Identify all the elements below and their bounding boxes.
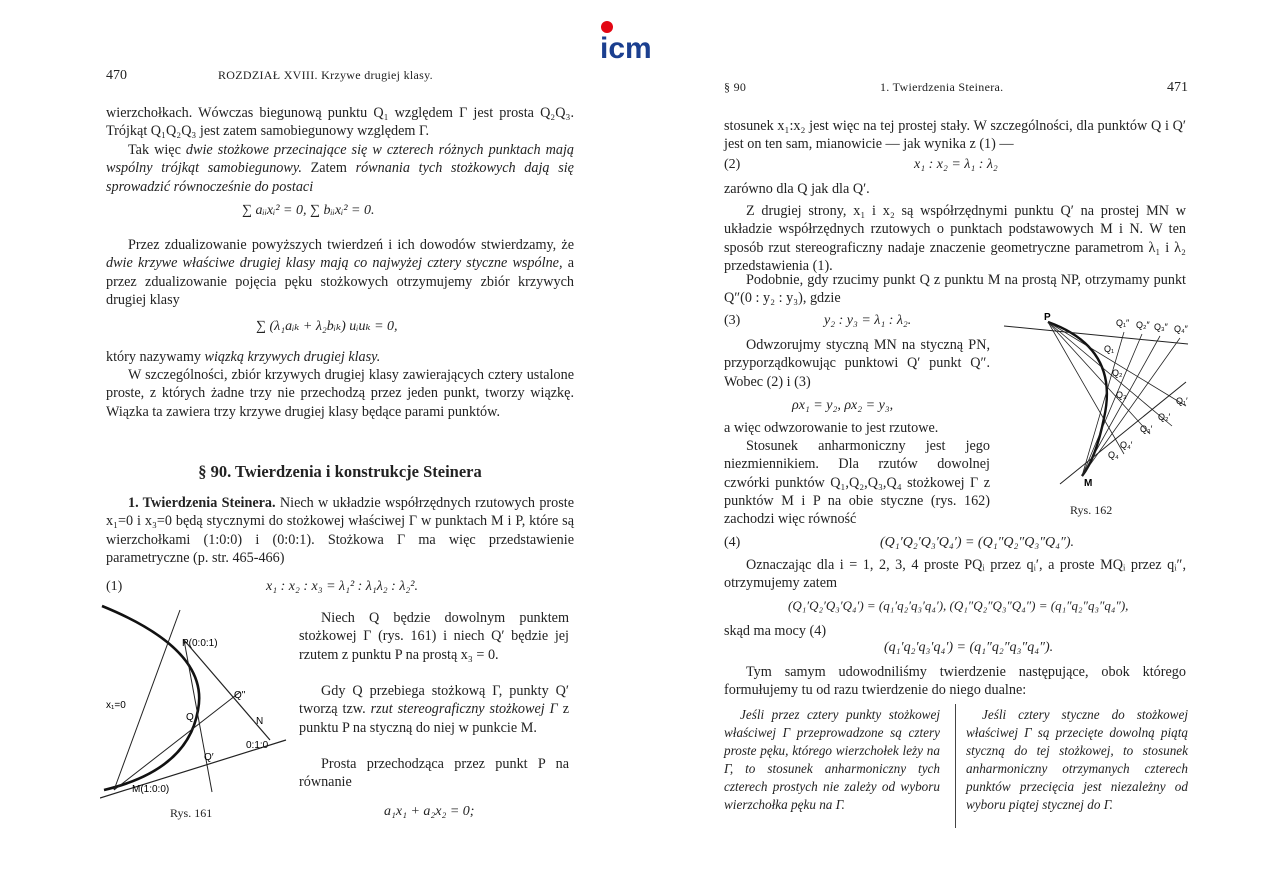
line-mq [114, 692, 240, 790]
left-p2a: Tak więc [128, 142, 186, 158]
left-p2 [106, 141, 574, 196]
left-header [106, 68, 576, 86]
right-p9: skąd ma mocy (4) [724, 623, 827, 639]
right-p10: Tym samym udowodniliśmy twierdzenie następujące, obok którego formułujemy tu od razu twierdzenie do niego dualne: [724, 664, 1186, 699]
conic-gamma [102, 606, 199, 790]
left-p6b: Niech w układzie współrzędnych rzutowych proste x₁=0 i x₃=0 będą stycznymi do stożkowej właściwej Γ w punktach M i P, które są wierzchołkami (1:0:0) i (0:0:1). Stożkowa Γ ma więc przedstawienie parametryczne (p. str. 465-466) [106, 495, 575, 566]
fig161-label-R: 0:1:0 [246, 740, 269, 751]
left-p2b: dwie stożkowe przecinające się w czterech różnych punktach mają wspólny trójkąt samobiegunowy. [106, 142, 574, 177]
right-p7: Stosunek anharmoniczny jest jego niezmiennikiem. Dla rzutów dowolnej czwórki punktów Q₁,Q₂,Q₃,Q₄ stożkowej Γ z punktów M i P na obie styczne (rys. 162) zachodzi więc równość [724, 438, 990, 528]
left-eq4: a₁x₁ + a₂x₂ = 0; [384, 804, 475, 819]
left-p8a: Gdy Q przebiega stożkową Γ, punkty Q′ tworzą tzw. [299, 683, 569, 718]
fig161-label-Q: Q [186, 712, 194, 723]
right-header-section: § 90 [724, 80, 747, 94]
fig162-label-P: P [1044, 312, 1051, 323]
left-eq2: ∑ (λ₁aᵢₖ + λ₂bᵢₖ) uᵢuₖ = 0, [256, 319, 398, 334]
logo-text: icm [600, 32, 652, 64]
left-p1: wierzchołkach. Wówczas biegunową punktu Q₁ względem Γ jest prosta Q₂Q₃. Trójkąt Q₁Q₂Q₃ jest zatem samobiegunowy względem Γ. [106, 105, 574, 140]
right-p8: Oznaczając dla i = 1, 2, 3, 4 proste PQᵢ przez qᵢ′, a proste MQᵢ przez qᵢ″, otrzymujemy zatem [724, 557, 1186, 592]
left-p6 [106, 494, 574, 567]
left-p8 [299, 682, 569, 737]
fig162-label-r3: Q₃′ [1140, 424, 1153, 434]
left-p6a: 1. Twierdzenia Steinera. [128, 495, 276, 511]
left-p4 [106, 348, 574, 366]
fig162-label-q4: Q₄ [1108, 450, 1119, 460]
right-eq4: (Q₁′Q₂′Q₃′Q₄′) = (Q₁″Q₂″Q₃″Q₄″). [880, 535, 1074, 550]
fig161-label-Q2: Q" [234, 690, 246, 701]
theorem-right: Jeśli cztery styczne do stożkowej właściwej Γ są przecięte dowolną piątą styczną do tej stożkowej, to stosunek anharmoniczny otrzymanych czterech punktów przecięcia jest niezależny od wyboru piątej stycznej do Γ. [966, 707, 1188, 812]
fig162-label-q1: Q₁ [1104, 344, 1115, 354]
left-p2d: równania tych stożkowych dają się sprowadzić równocześnie do postaci [106, 160, 574, 195]
right-page-number: 471 [1167, 80, 1188, 95]
right-p3: Z drugiej strony, x₁ i x₂ są współrzędnymi punktu Q′ na prostej MN w układzie współrzędnych rzutowych o punktach podstawowych M i N. W ten sposób rzut stereograficzny nadaje znaczenie geometryczne parametrom λ₁ i λ₂ przedstawienia (1). [724, 203, 1186, 274]
right-p5: Odwzorujmy styczną MN na styczną PN, przyporządkowując punktowi Q′ punkt Q″. Wobec (2) i (3) [724, 337, 990, 390]
left-p8c: z punktu P na styczną do niej w punkcie M. [299, 701, 569, 736]
right-eq4-label: (4) [724, 535, 741, 550]
left-p4a: który nazywamy [106, 349, 205, 365]
right-eq6: (q₁′q₂′q₃′q₄′) = (q₁″q₂″q₃″q₄″). [884, 640, 1054, 655]
fig162-label-r4: Q₄′ [1120, 440, 1133, 450]
fig162-label-r2: Q₂′ [1158, 412, 1171, 422]
right-eq2: x₁ : x₂ = λ₁ : λ₂ [914, 157, 998, 172]
fig161-label-N: N [256, 716, 264, 727]
figure-162 [1000, 308, 1190, 488]
left-p4b: wiązką krzywych drugiej klasy. [204, 349, 381, 365]
right-eq3-label: (3) [724, 313, 741, 328]
right-eq3: y₂ : y₃ = λ₁ : λ₂. [824, 313, 912, 328]
fig162-label-Qa: Q₁″ [1116, 318, 1130, 328]
section-title: § 90. Twierdzenia i konstrukcje Steinera [198, 462, 482, 481]
fig162-label-M: M [1084, 478, 1093, 488]
right-eq5: (Q₁′Q₂′Q₃′Q₄′) = (q₁′q₂′q₃′q₄′), (Q₁″Q₂″Q₃″Q₄″) = (q₁″q₂″q₃″q₄″), [788, 598, 1129, 613]
fig162-label-r1: Q₁′ [1176, 396, 1188, 406]
left-page [106, 0, 576, 894]
fig162-label-q2: Q₂ [1112, 368, 1123, 378]
fig161-label-P: P(0:0:1) [182, 638, 218, 649]
right-eq2-label: (2) [724, 157, 741, 172]
left-page-number: 470 [106, 68, 127, 83]
fig162-label-Qd: Q₄″ [1174, 324, 1188, 334]
right-p6: a więc odwzorowanie to jest rzutowe. [724, 420, 939, 436]
left-p5: W szczególności, zbiór krzywych drugiej klasy zawierających cztery ustalone proste, z których żadne trzy nie przechodzą przez jeden punkt, tworzy wiązkę. Wiązka ta zawiera trzy krzywe drugiej klasy będące parami punktów. [106, 367, 574, 420]
right-running-head: 1. Twierdzenia Steinera. [880, 80, 1004, 94]
left-p3a: Przez zdualizowanie powyższych twierdzeń i ich dowodów stwierdzamy, że [128, 237, 574, 253]
left-p3 [106, 236, 574, 309]
left-running-head: ROZDZIAŁ XVIII. Krzywe drugiej klasy. [218, 68, 433, 82]
theorem-left: Jeśli przez cztery punkty stożkowej właściwej Γ przeprowadzone są cztery proste pęku, którego wierzchołek leży na Γ, to stosunek anharmoniczny tych czterech prostych nie zależy od wyboru wierzchołka pęku na Γ. [724, 707, 940, 812]
figure-161-caption: Rys. 161 [170, 806, 213, 820]
left-p2c: Zatem [301, 160, 356, 177]
right-p4: Podobnie, gdy rzucimy punkt Q z punktu M na prostą NP, otrzymamy punkt Q″(0 : y₂ : y₃), gdzie [724, 272, 1186, 307]
fig161-label-Q1: Q′ [204, 752, 214, 763]
left-eq1: ∑ aᵢᵢxᵢ² = 0, ∑ bᵢᵢxᵢ² = 0. [242, 203, 375, 218]
icm-logo [598, 18, 674, 64]
right-eq-rho: ρx₁ = y₂, ρx₂ = y₃, [792, 398, 894, 413]
right-p2: zarówno dla Q jak dla Q′. [724, 181, 870, 197]
theorem-divider [955, 704, 956, 828]
left-p3b: dwie krzywe właściwe drugiej klasy mają co najwyżej cztery styczne wspólne, [106, 255, 563, 272]
left-p7: Niech Q będzie dowolnym punktem stożkowej Γ (rys. 161) i niech Q′ będzie jej rzutem z punktu P na prostą x₃ = 0. [299, 610, 569, 663]
left-p3c: a przez zdualizowanie pojęcia pęku stożkowych otrzymujemy zbiór krzywych drugiej klasy [106, 255, 574, 308]
figure-161 [100, 600, 290, 800]
figure-162-caption: Rys. 162 [1070, 503, 1113, 517]
fig162-label-Qb: Q₂″ [1136, 320, 1150, 330]
left-p9: Prosta przechodząca przez punkt P na równanie [299, 756, 569, 791]
fig162-label-Qc: Q₃″ [1154, 322, 1168, 332]
right-header [724, 80, 1188, 98]
fig162-label-q3: Q₃ [1116, 390, 1127, 400]
right-page [724, 0, 1188, 894]
fig161-label-x: x₁=0 [106, 700, 126, 711]
fig161-label-M: M(1:0:0) [132, 784, 170, 795]
left-eq3: x₁ : x₂ : x₃ = λ₁² : λ₁λ₂ : λ₂². [266, 579, 418, 594]
ray-4 [1048, 322, 1124, 454]
left-eq3-label: (1) [106, 579, 123, 594]
left-p8b: rzut stereograficzny stożkowej Γ [370, 701, 558, 718]
right-p1: stosunek x₁:x₂ jest więc na tej prostej stały. W szczególności, dla punktów Q i Q′ jest on ten sam, mianowicie — jak wynika z (1) — [724, 118, 1186, 153]
